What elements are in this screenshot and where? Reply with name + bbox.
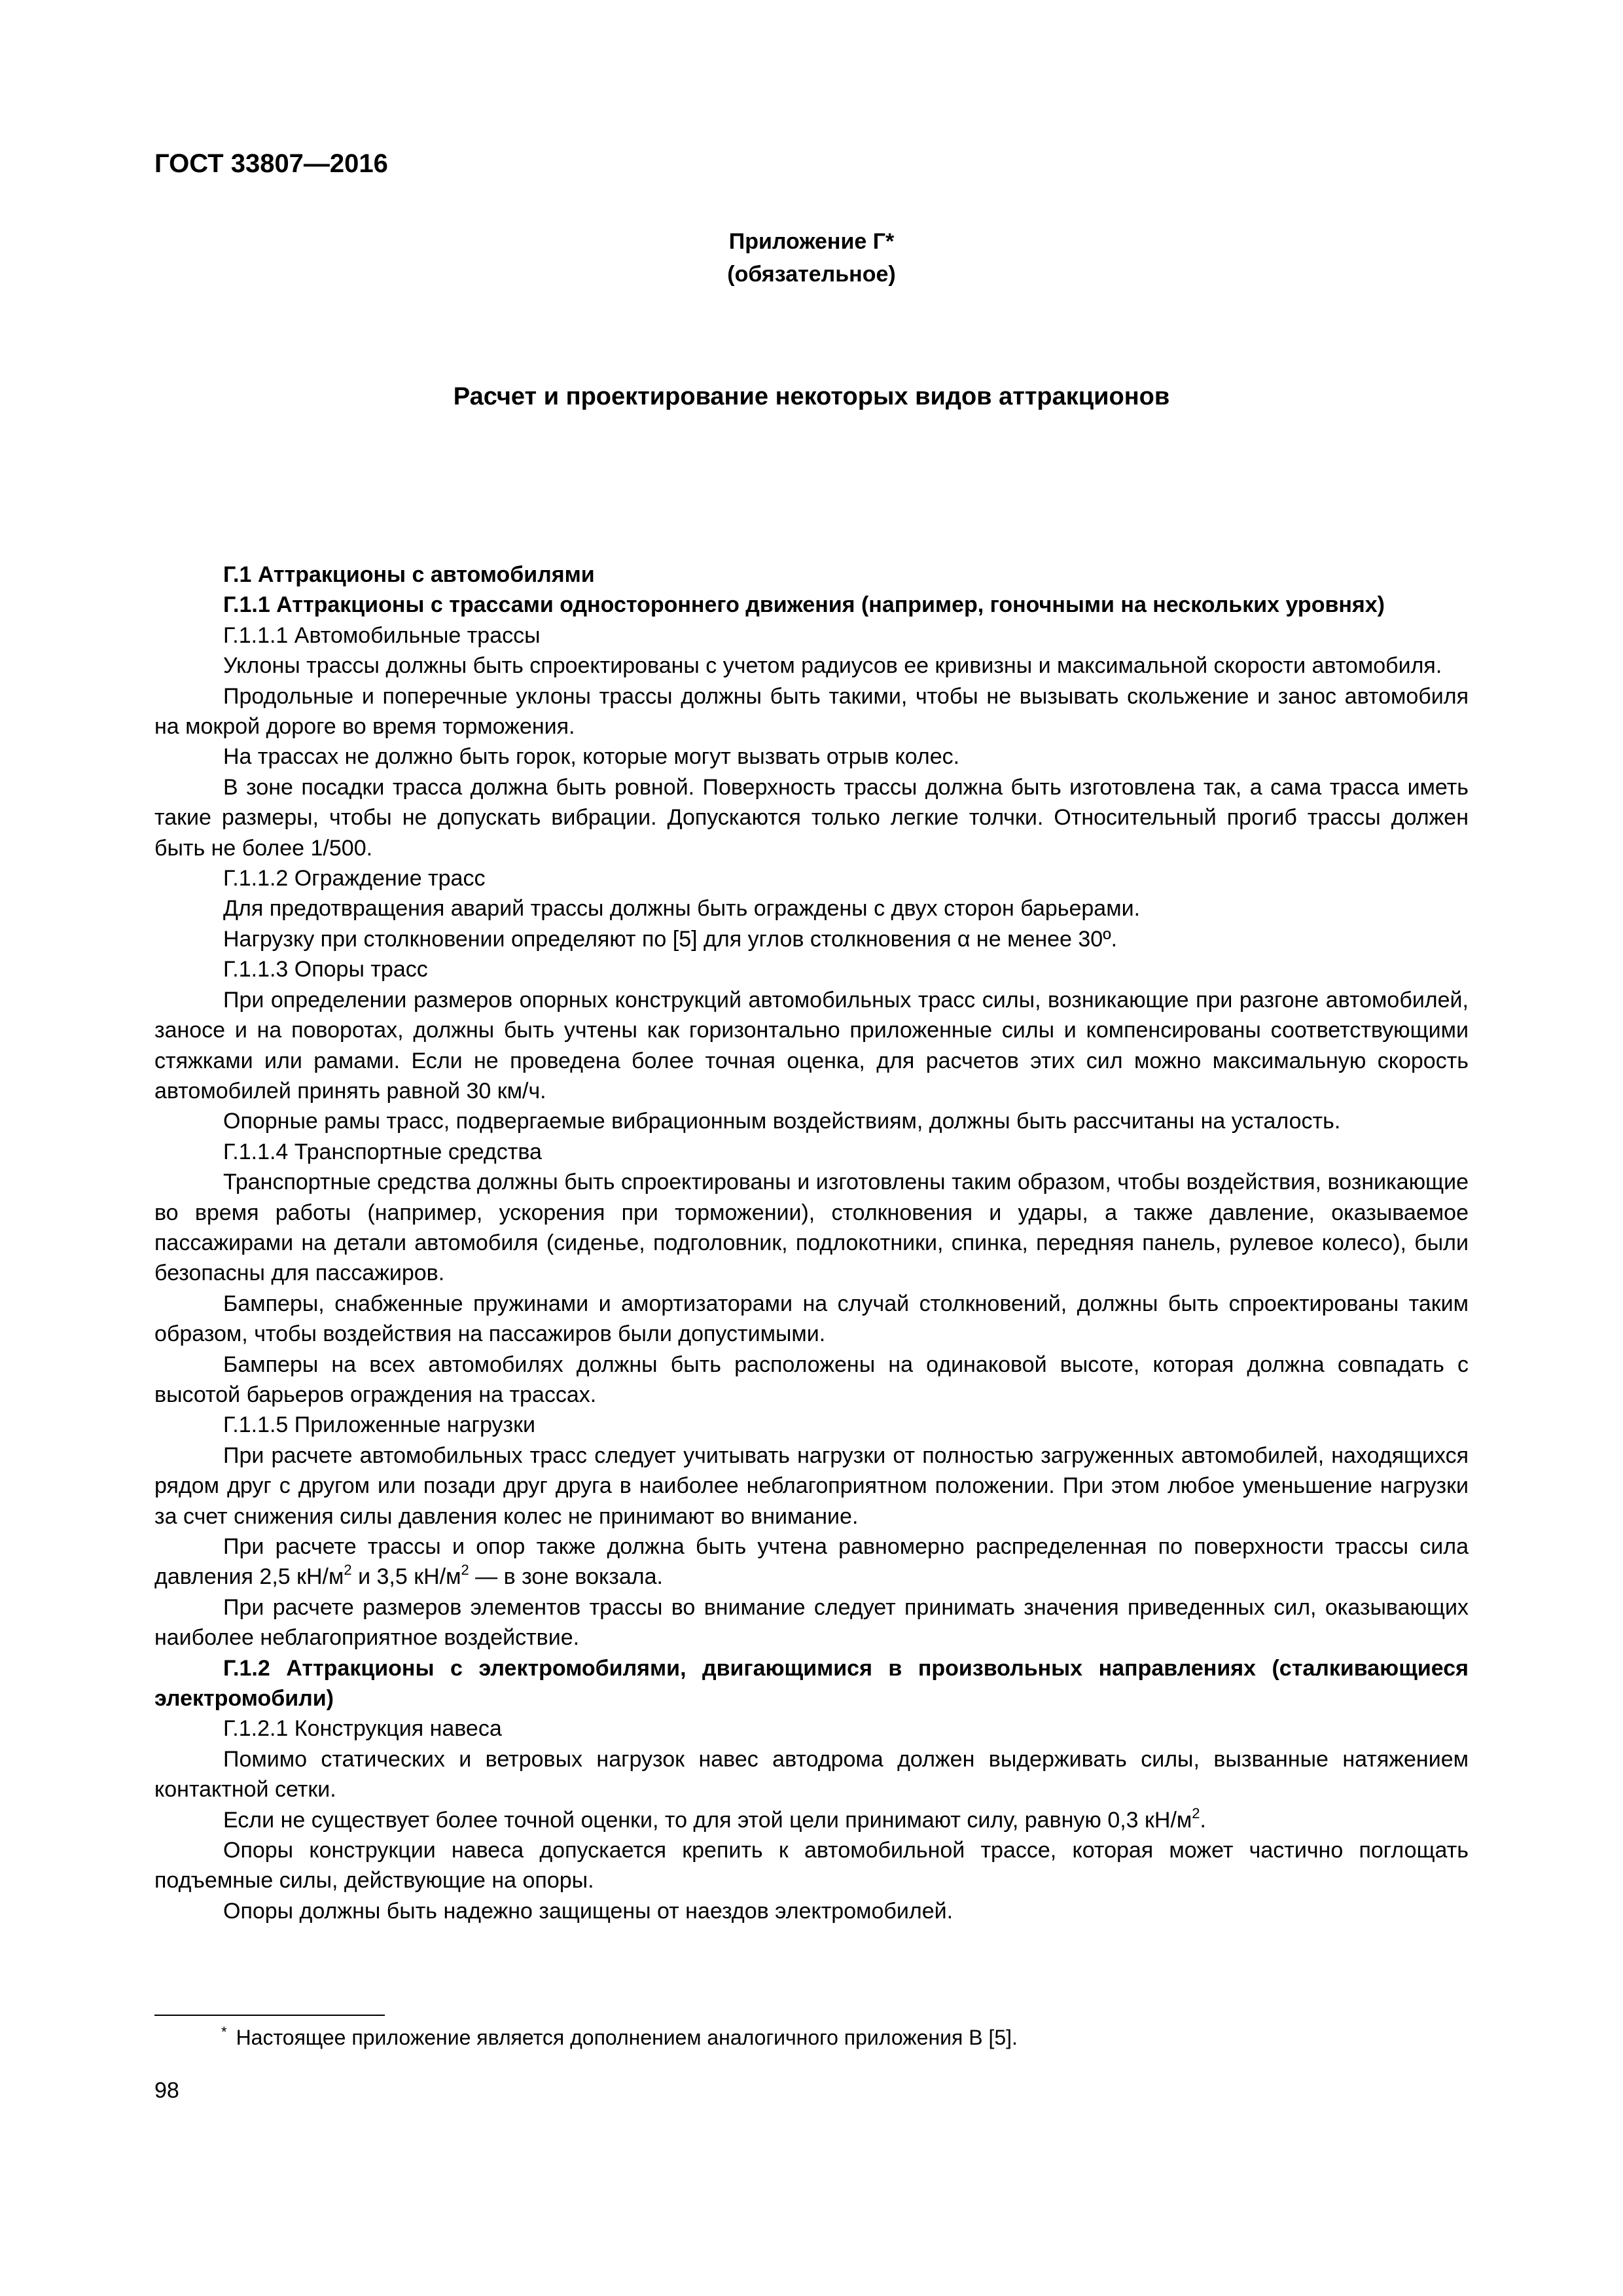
- paragraph: При расчете размеров элементов трассы во внимание следует принимать значения приведенных сил, оказывающих наиболее неблагоприятное воздействие.: [154, 1594, 1469, 1651]
- text-run: При расчете трассы и опор также должна быть учтена равномерно распределенная по поверхности трассы сила давления 2,5 кН/м: [154, 1534, 1469, 1590]
- footnote-mark: *: [221, 2024, 227, 2040]
- footnote: [221, 2022, 1018, 2055]
- paragraph-pressure: [154, 1532, 1469, 1592]
- paragraph: При определении размеров опорных конструкций автомобильных трасс силы, возникающие при разгоне автомобилей, заносе и на поворотах, должны быть учтены как горизонтально приложенные силы и компенсированы соответствующими стяжками или рамами. Если не проведена более точная оценка, для расчетов этих сил можно максимальную скорость автомобилей принять равной 30 км/ч.: [154, 987, 1469, 1103]
- appendix-status: (обязательное): [727, 262, 896, 287]
- paragraph: Опоры должны быть надежно защищены от наездов электромобилей.: [223, 1898, 954, 1924]
- superscript: 2: [461, 1562, 469, 1579]
- paragraph: В зоне посадки трасса должна быть ровной. Поверхность трассы должна быть изготовлена так, а сама трасса иметь такие размеры, чтобы не допускать вибрации. Допускаются только легкие толчки. Относительный прогиб трассы должен быть не более 1/500.: [154, 774, 1469, 861]
- paragraph-force: [154, 1805, 1469, 1835]
- text-run: Если не существует более точной оценки, то для этой цели принимают силу, равную 0,3 кН/м: [223, 1807, 1192, 1833]
- paragraph: При расчете автомобильных трасс следует учитывать нагрузки от полностью загруженных автомобилей, находящихся рядом друг с другом или позади друг друга в наиболее неблагоприятном положении. При этом любое уменьшение нагрузки за счет снижения силы давления колес не принимают во внимание.: [154, 1443, 1469, 1529]
- clause-heading: Г.1.2.1 Конструкция навеса: [223, 1716, 502, 1742]
- paragraph: Помимо статических и ветровых нагрузок навес автодрома должен выдерживать силы, вызванные натяжением контактной сетки.: [154, 1746, 1469, 1803]
- superscript: 2: [344, 1562, 352, 1579]
- paragraph: Уклоны трассы должны быть спроектированы с учетом радиусов ее кривизны и максимальной скорости автомобиля.: [223, 653, 1442, 679]
- section-heading: Г.1 Аттракционы с автомобилями: [223, 562, 595, 587]
- appendix-label: Приложение Г*: [728, 229, 895, 254]
- paragraph: Транспортные средства должны быть спроектированы и изготовлены таким образом, чтобы воздействия, возникающие во время работы (например, ускорения при торможении), столкновения и удары, а также давление, оказываемое пассажирами на детали автомобиля (сиденье, подголовник, подлокотники, спинка, передняя панель, рулевое колесо), были безопасны для пассажиров.: [154, 1170, 1469, 1286]
- clause-heading: Г.1.1.3 Опоры трасс: [223, 957, 428, 982]
- footnote-text: Настоящее приложение является дополнением аналогичного приложения В [5].: [236, 2026, 1018, 2049]
- paragraph: Продольные и поперечные уклоны трассы должны быть такими, чтобы не вызывать скольжение и занос автомобиля на мокрой дороге во время торможения.: [154, 683, 1469, 740]
- clause-heading: Г.1.1.2 Ограждение трасс: [223, 866, 486, 891]
- paragraph: Опоры конструкции навеса допускается крепить к автомобильной трассе, которая может частично поглощать подъемные силы, действующие на опоры.: [154, 1838, 1469, 1893]
- page-title: Расчет и проектирование некоторых видов аттракционов: [453, 383, 1170, 410]
- text-run: — в зоне вокзала.: [469, 1564, 663, 1590]
- paragraph: На трассах не должно быть горок, которые могут вызвать отрыв колес.: [223, 744, 960, 770]
- clause-heading: Г.1.1.5 Приложенные нагрузки: [223, 1412, 535, 1438]
- page-number: 98: [154, 2078, 179, 2103]
- paragraph: Нагрузку при столкновении определяют по [5] для углов столкновения α не менее 30º.: [223, 926, 1118, 952]
- subsection-heading: Г.1.1 Аттракционы с трассами одностороннего движения (например, гоночными на нескольких уровнях): [223, 592, 1385, 618]
- footnote-divider: [154, 2015, 385, 2016]
- paragraph: Бамперы, снабженные пружинами и амортизаторами на случай столкновений, должны быть спроектированы таким образом, чтобы воздействия на пассажиров были допустимыми.: [154, 1291, 1469, 1347]
- clause-heading: Г.1.1.1 Автомобильные трассы: [223, 622, 541, 648]
- paragraph: Для предотвращения аварий трассы должны быть ограждены с двух сторон барьерами.: [223, 896, 1141, 922]
- clause-heading: Г.1.1.4 Транспортные средства: [223, 1139, 542, 1164]
- text-run: и 3,5 кН/м: [351, 1564, 461, 1590]
- paragraph: Опорные рамы трасс, подвергаемые вибрационным воздействиям, должны быть рассчитаны на усталость.: [223, 1109, 1341, 1134]
- superscript: 2: [1192, 1804, 1200, 1821]
- paragraph: Бамперы на всех автомобилях должны быть расположены на одинаковой высоте, которая должна совпадать с высотой барьеров ограждения на трассах.: [154, 1352, 1469, 1407]
- document-code: ГОСТ 33807—2016: [154, 149, 388, 178]
- subsection-heading: Г.1.2 Аттракционы с электромобилями, двигающимися в произвольных направлениях (сталкивающиеся электромобили): [154, 1655, 1469, 1712]
- document-body: [154, 560, 1469, 1926]
- appendix-heading: [0, 225, 1623, 291]
- text-run: .: [1200, 1807, 1206, 1833]
